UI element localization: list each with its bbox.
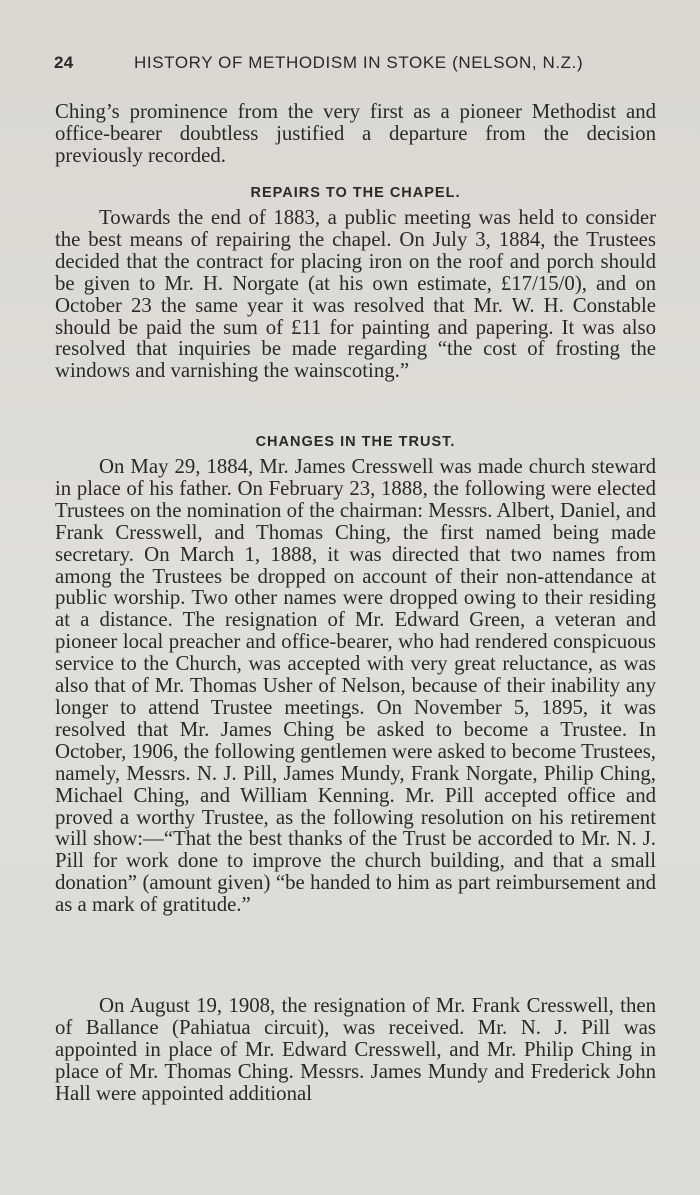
page-number: 24: [54, 53, 74, 72]
paragraph-text: On May 29, 1884, Mr. James Cresswell was made church steward in place of his father. On February 23, 1888, the following were elected Trustees on the nomination of the chairman: Messrs. Albert, Daniel, and Frank Cresswell, and Thomas Ching, the first named being made secretary. On March 1, 1888, it was directed that two names from among the Trustees be dropped on account of their non-attendance at public worship. Two other names were dropped owing to their residing at a distance. The resignation of Mr. Edward Green, a veteran and pioneer local preacher and office-bearer, who had rendered conspicuous service to the Church, was accepted with very great reluctance, as was also that of Mr. Thomas Usher of Nelson, because of their inability any longer to attend Trustee meetings. On November 5, 1895, it was resolved that Mr. James Ching be asked to become a Trustee. In October, 1906, the following gentlemen were asked to become Trustees, namely, Messrs. N. J. Pill, James Mundy, Frank Norgate, Philip Ching, Michael Ching, and William Kenning. Mr. Pill accepted office and proved a worthy Trustee, as the following resolution on his retirement will show:—“That the best thanks of the Trust be accorded to Mr. N. J. Pill for work done to improve the church building, and that a small donation” (amount given) “be handed to him as part reimbursement and as a mark of gratitude.”: [55, 455, 656, 917]
paragraph-text: Towards the end of 1883, a public meeting was held to consider the best means of repairing the chapel. On July 3, 1884, the Trustees decided that the contract for placing iron on the roof and porch should be given to Mr. H. Norgate (at his own estimate, £17/15/0), and on October 23 the same year it was resolved that Mr. W. H. Constable should be paid the sum of £11 for painting and papering. It was also resolved that inquiries be made regarding “the cost of frosting the windows and varnishing the wainscoting.”: [55, 206, 656, 383]
page-header: [54, 53, 654, 81]
paragraph-resignation: [55, 995, 656, 1105]
paragraph-text: Ching’s prominence from the very first as a pioneer Methodist and office-bearer doubtless justified a departure from the decision previously recorded.: [55, 100, 656, 167]
paragraph-text: On August 19, 1908, the resignation of Mr. Frank Cresswell, then of Ballance (Pahiatua circuit), was received. Mr. N. J. Pill was appointed in place of Mr. Edward Cresswell, and Mr. Philip Ching in place of Mr. Thomas Ching. Messrs. James Mundy and Frederick John Hall were appointed additional: [55, 994, 656, 1105]
running-title: HISTORY OF METHODISM IN STOKE (NELSON, N.Z.): [134, 53, 584, 72]
section-heading-changes: CHANGES IN THE TRUST.: [255, 434, 456, 450]
paragraph-continuation: [55, 101, 656, 167]
paragraph-repairs: [55, 207, 656, 382]
section-heading-repairs: REPAIRS TO THE CHAPEL.: [250, 185, 461, 201]
paragraph-changes: [55, 456, 656, 916]
